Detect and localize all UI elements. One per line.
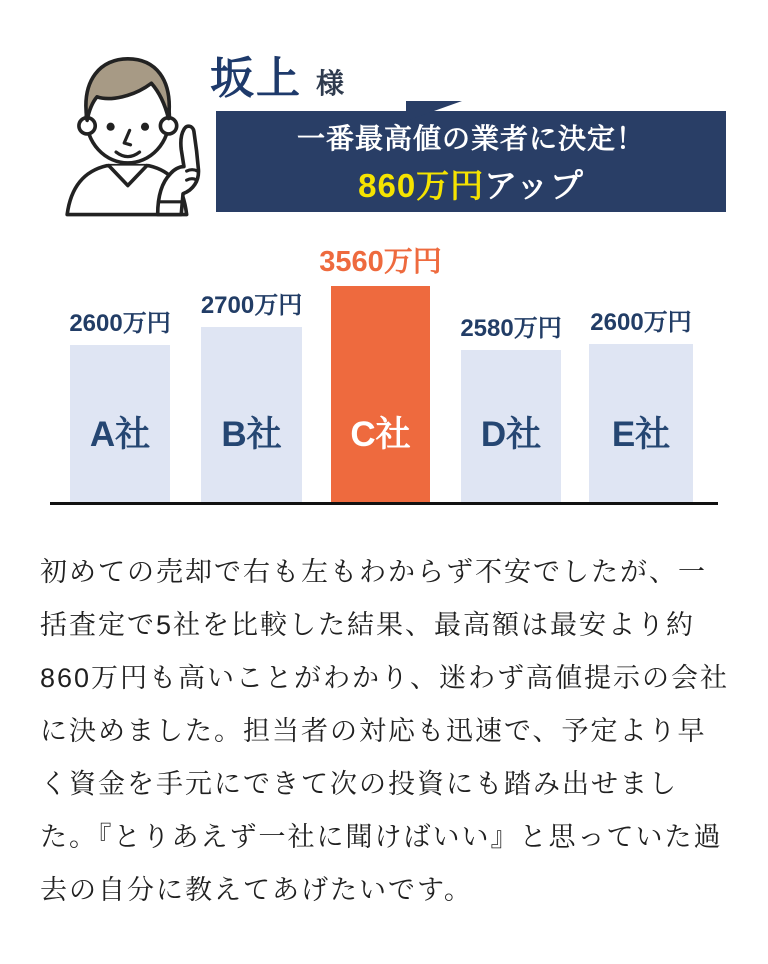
bar-e bbox=[589, 344, 693, 503]
bar-group-d bbox=[461, 315, 561, 503]
bubble-amount-line bbox=[358, 160, 584, 207]
bubble-amount-suffix: アップ bbox=[484, 166, 584, 204]
bar-group-b bbox=[201, 292, 302, 503]
bar-value-label-b: 2700万円 bbox=[200, 292, 303, 320]
bar-value-label-e: 2600万円 bbox=[590, 309, 692, 337]
bar-value-label-d: 2580万円 bbox=[460, 315, 562, 343]
bar-group-e bbox=[589, 309, 693, 503]
bar-category-label-b: B社 bbox=[221, 415, 282, 454]
bar-value-label-c: 3560万円 bbox=[319, 246, 442, 279]
man-pointing-illustration-icon bbox=[40, 26, 212, 222]
honorific-label: 様 bbox=[316, 68, 345, 99]
speech-bubble-tail bbox=[406, 101, 462, 121]
bar-d bbox=[461, 350, 561, 503]
bar-category-label-c: C社 bbox=[350, 415, 411, 454]
chart-baseline bbox=[50, 502, 718, 505]
avatar bbox=[40, 26, 212, 222]
testimonial-text: 初めての売却で右も左もわからず不安でしたが、一括査定で5社を比較した結果、最高額は最安より約860万円も高いことがわかり、迷わず高値提示の会社に決めました。担当者の対応も迅速で、予定より早く資金を手元にできて次の投資にも踏み出せました。『とりあえず一社に聞けばいい』と思っていた過去の自分に教えてあげたいです。 bbox=[40, 557, 730, 905]
bar-b bbox=[201, 327, 302, 503]
bar-group-a bbox=[70, 310, 170, 503]
customer-name: 坂上 bbox=[210, 54, 302, 103]
testimonial-header bbox=[0, 0, 768, 240]
speech-bubble bbox=[216, 111, 726, 212]
bar-category-label-d: D社 bbox=[480, 415, 542, 454]
customer-name-row bbox=[210, 42, 344, 106]
bar-category-label-e: E社 bbox=[611, 415, 671, 454]
price-comparison-bar-chart bbox=[0, 240, 768, 505]
bar-group-c bbox=[319, 245, 442, 503]
bar-category-label-a: A社 bbox=[89, 415, 151, 454]
bubble-headline: 一番最高値の業者に決定！ bbox=[296, 122, 645, 154]
bar-c bbox=[331, 286, 430, 503]
bubble-amount-highlight: 860万円 bbox=[358, 166, 485, 204]
bar-value-label-a: 2600万円 bbox=[69, 310, 171, 338]
bar-a bbox=[70, 345, 170, 503]
